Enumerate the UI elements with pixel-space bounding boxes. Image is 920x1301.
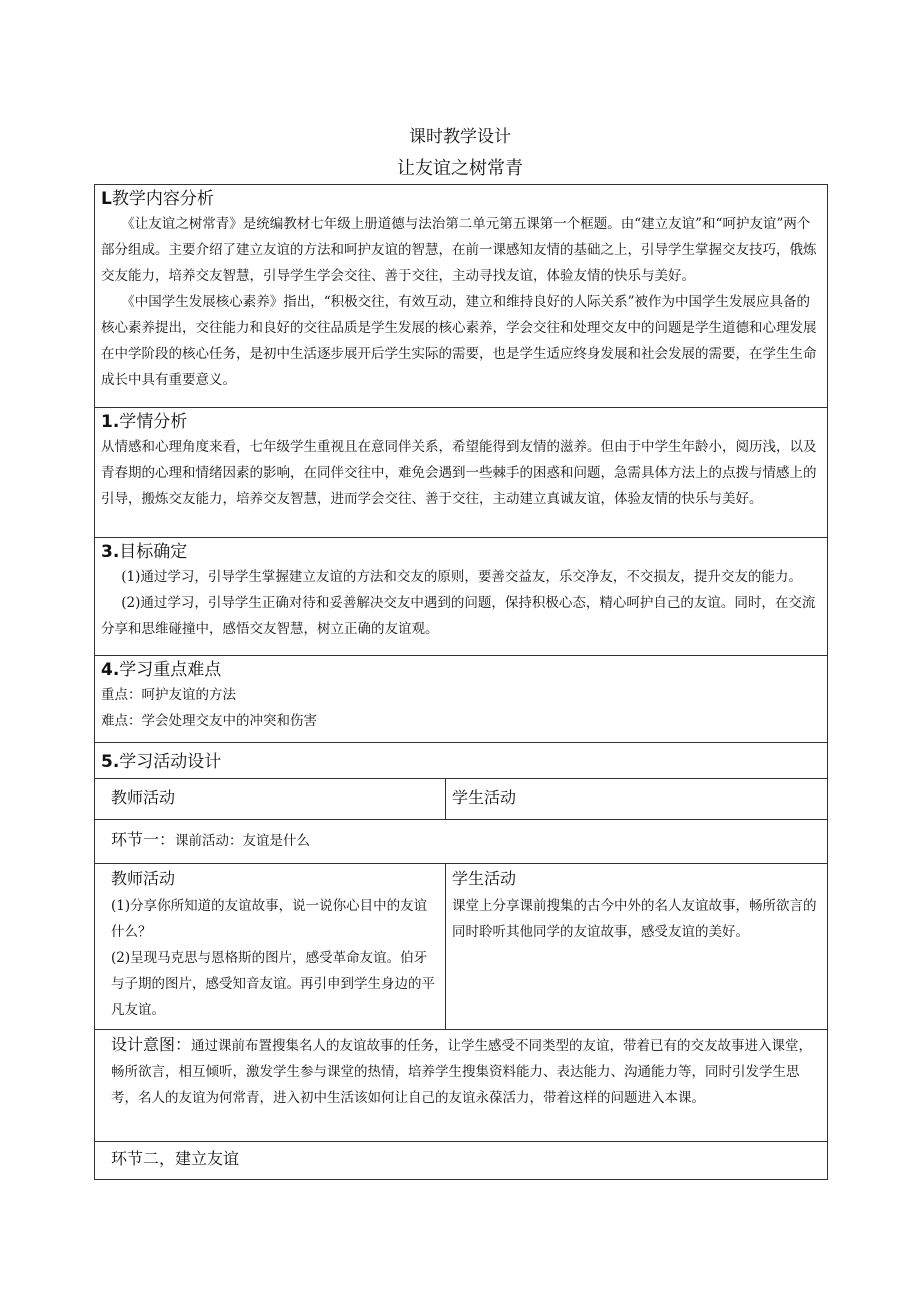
column-header-row xyxy=(95,779,828,820)
section-heading: L教学内容分析 xyxy=(101,189,214,209)
design-intent-row xyxy=(95,1030,828,1142)
document-title: 课时教学设计 xyxy=(409,127,511,147)
key-point: 重点：呵护友谊的方法 xyxy=(101,687,236,703)
link-one-name: 课前活动：友谊是什么 xyxy=(175,833,311,849)
teacher-activity-item: (1)分享你所知道的友谊故事，说一说你心目中的友谊什么？ xyxy=(111,898,428,940)
paragraph: 《中国学生发展核心素养》指出，“积极交往，有效互动，建立和维持良好的人际关系”被作为中国学生发展应具备的核心素养提出，交往能力和良好的交往品质是学生发展的核心素养，学会交往和处理交友中的问题是学生道德和心理发展在中学阶段的核心任务，是初中生活逐步展开后学生实际的需要，也是学生适应终身发展和社会发展的需要，在学生生命成长中具有重要意义。 xyxy=(101,294,817,388)
paragraph: (1)通过学习，引导学生掌握建立友谊的方法和交友的原则，要善交益友，乐交净友，不交损友，提升交友的能力。 xyxy=(121,569,802,585)
student-activity-header: 学生活动 xyxy=(452,787,517,807)
section-heading: 1.学情分析 xyxy=(101,412,188,432)
section-content-analysis xyxy=(95,185,828,408)
lesson-plan-table xyxy=(94,184,828,1180)
section-heading: 4.学习重点难点 xyxy=(101,660,222,680)
difficulty: 难点：学会处理交友中的冲突和伤害 xyxy=(101,713,317,729)
section-activity-design xyxy=(95,743,828,779)
teacher-activity-header: 教师活动 xyxy=(111,787,176,807)
paragraph: 从情感和心理角度来看，七年级学生重视且在意同伴关系，希望能得到友情的滋养。但由于中学生年龄小，阅历浅，以及青春期的心理和情绪因素的影响，在同伴交往中，难免会遇到一些棘手的困惑和问题，急需具体方法上的点拨与情感上的引导，搬炼交友能力，培养交友智慧，进而学会交往、善于交往，主动建立真诚友谊，体验友情的快乐与美好。 xyxy=(101,439,817,507)
teacher-activity-header: 教师活动 xyxy=(111,869,176,888)
link-one-row xyxy=(95,820,828,864)
link-one-label: 环节一： xyxy=(111,830,176,849)
lesson-title: 让友谊之树常青 xyxy=(397,158,523,179)
section-learner-analysis xyxy=(95,408,828,538)
section-heading: 5.学习活动设计 xyxy=(101,752,222,772)
design-intent-text: 通过课前布置搜集名人的友谊故事的任务，让学生感受不同类型的友谊，带着已有的交友故事进入课堂，畅所欲言，相互倾听，激发学生参与课堂的热情，培养学生搜集资料能力、表达能力、沟通能力等，同时引发学生思考，名人的友谊为何常青，进入初中生活该如何让自己的友谊永葆活力，带着这样的问题进入本课。 xyxy=(111,1038,813,1106)
design-intent-label: 设计意图： xyxy=(111,1035,192,1054)
student-activity-header: 学生活动 xyxy=(452,869,517,888)
student-activity-text: 课堂上分享课前搜集的古今中外的名人友谊故事，畅所欲言的同时聆听其他同学的友谊故事，感受友谊的美好。 xyxy=(452,898,817,940)
link-two-label: 环节二，建立友谊 xyxy=(111,1149,240,1168)
section-heading: 3.目标确定 xyxy=(101,542,188,562)
link-two-row xyxy=(95,1142,828,1180)
paragraph: 《让友谊之树常青》是统编教材七年级上册道德与法治第二单元第五课第一个框题。由“建立友谊”和“呵护友谊”两个部分组成。主要介绍了建立友谊的方法和呵护友谊的智慧，在前一课感知友情的基础之上，引导学生掌握交友技巧，俄炼交友能力，培养交友智慧，引导学生学会交往、善于交往，主动寻找友谊，体验友情的快乐与美好。 xyxy=(101,216,817,284)
section-objectives xyxy=(95,538,828,656)
link-one-activities-row xyxy=(95,864,828,1030)
paragraph: (2)通过学习，引导学生正确对待和妥善解决交友中遇到的问题，保持积极心态，精心呵护自己的友谊。同时，在交流分享和思维碰撞中，感悟交友智慧，树立正确的友谊观。 xyxy=(101,595,816,637)
teacher-activity-item: (2)呈现马克思与恩格斯的图片，感受革命友谊。伯牙与子期的图片，感受知音友谊。再引申到学生身边的平凡友谊。 xyxy=(111,950,435,1018)
section-key-points xyxy=(95,656,828,743)
